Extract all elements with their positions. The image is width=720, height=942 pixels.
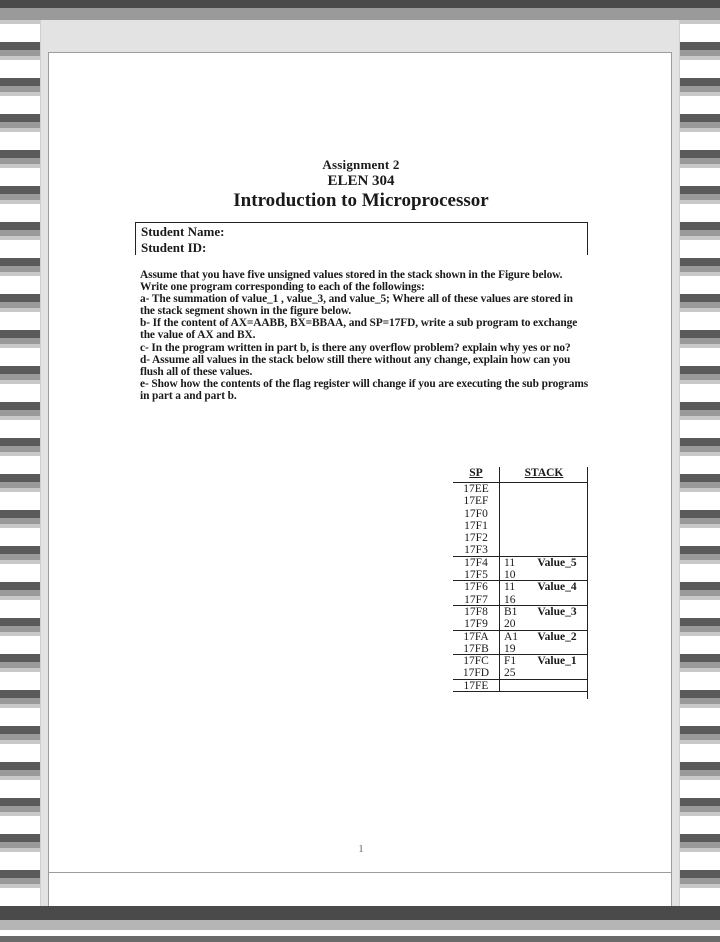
stack-cell	[499, 520, 588, 532]
stack-address: 17FD	[462, 667, 490, 680]
stack-address: 17F4	[464, 556, 488, 569]
stack-address: 17F3	[464, 544, 488, 557]
assignment-title: Assignment 2	[322, 157, 400, 172]
stack-cell	[499, 557, 588, 569]
stack-row	[453, 581, 588, 593]
stack-byte-value: 10	[504, 569, 516, 582]
stack-row	[453, 520, 588, 532]
stack-cell	[499, 667, 588, 678]
stack-value-label	[526, 569, 588, 580]
stack-value-label: Value_3	[537, 605, 577, 618]
stack-table	[453, 467, 588, 692]
stack-cell	[499, 532, 588, 544]
stack-row	[453, 495, 588, 507]
stack-address: 17F8	[464, 605, 488, 618]
stack-header: STACK	[499, 467, 588, 482]
stack-row	[453, 667, 588, 679]
course-title: Introduction to Microprocessor	[233, 190, 489, 211]
stack-byte-value: 20	[504, 618, 516, 631]
stack-value-label	[526, 680, 588, 691]
top-border-strip	[0, 0, 720, 14]
stack-address: 17FA	[463, 630, 489, 643]
stack-value-label	[526, 643, 588, 654]
intro-paragraph: Assume that you have five unsigned values stored in the stack shown in the Figure below. Write one program corresponding to each of the followings:	[140, 269, 563, 294]
stack-address: 17F2	[464, 532, 488, 545]
stack-value-label: Value_1	[537, 655, 577, 668]
stack-row	[453, 483, 588, 495]
stack-cell	[499, 495, 588, 507]
stack-cell	[499, 606, 588, 618]
stack-cell	[499, 680, 588, 691]
stack-address: 17F5	[464, 569, 488, 582]
stack-value-label: Value_2	[537, 630, 577, 643]
stack-row	[453, 655, 588, 667]
stack-byte-value	[500, 495, 526, 507]
question-a: a- The summation of value_1 , value_3, and value_5; Where all of these values are stored in the stack segment shown in the figure below.	[140, 293, 573, 318]
bottom-border-strip	[0, 906, 720, 942]
stack-address: 17F6	[464, 581, 488, 594]
page-number: 1	[358, 843, 364, 855]
stack-row	[453, 618, 588, 630]
stack-byte-value: 16	[504, 593, 516, 606]
stack-byte-value: 25	[504, 667, 516, 680]
stack-byte-value	[500, 544, 526, 555]
stack-row	[453, 557, 588, 569]
assignment-instructions	[140, 269, 590, 402]
stack-value-label: Value_4	[537, 581, 577, 594]
stack-byte-value: 11	[504, 581, 516, 594]
stack-row	[453, 532, 588, 544]
sp-header: SP	[469, 467, 483, 479]
stack-value-label	[526, 520, 588, 532]
stack-value-label	[526, 532, 588, 544]
document-viewer[interactable]	[40, 20, 680, 906]
stack-value-label	[526, 594, 588, 605]
stack-address: 17EE	[463, 483, 489, 495]
stack-value-label	[526, 483, 588, 495]
student-id-label: Student ID:	[141, 240, 207, 255]
stack-value-label	[526, 544, 588, 555]
stack-value-label	[526, 618, 588, 629]
stack-row	[453, 569, 588, 581]
course-code: ELEN 304	[327, 173, 395, 189]
stack-row	[453, 643, 588, 655]
stack-row	[453, 631, 588, 643]
stack-byte-value: A1	[504, 630, 519, 643]
stack-rows	[453, 483, 588, 692]
student-name-label: Student Name:	[141, 224, 225, 239]
stack-byte-value	[500, 508, 526, 520]
stack-byte-value: B1	[504, 605, 518, 618]
stack-byte-value: 19	[504, 642, 516, 655]
stack-cell	[499, 643, 588, 654]
stack-row	[453, 508, 588, 520]
stack-cell	[499, 594, 588, 605]
student-info-box	[135, 222, 588, 255]
stack-address: 17F7	[464, 593, 488, 606]
stack-cell	[499, 631, 588, 643]
stack-address: 17F1	[464, 519, 488, 532]
stack-cell	[499, 544, 588, 555]
question-d: d- Assume all values in the stack below still there without any change, explain how can you flush all of these values.	[140, 353, 571, 378]
stack-cell	[499, 581, 588, 593]
stack-address: 17FB	[463, 642, 489, 655]
stack-address: 17F9	[464, 618, 488, 631]
stack-byte-value: 11	[504, 556, 516, 569]
stack-row	[453, 680, 588, 692]
stack-byte-value	[500, 520, 526, 532]
stack-address: 17EF	[463, 495, 489, 508]
stack-address: 17FE	[463, 679, 489, 692]
stack-byte-value	[500, 532, 526, 544]
title-block	[49, 157, 673, 212]
stack-row	[453, 606, 588, 618]
stack-cell	[499, 655, 588, 667]
stack-right-border	[587, 467, 588, 699]
stack-cell	[499, 569, 588, 580]
stack-cell	[499, 483, 588, 495]
stack-byte-value: F1	[504, 655, 517, 668]
stack-row	[453, 594, 588, 606]
stack-byte-value	[500, 680, 526, 691]
stack-cell	[499, 508, 588, 520]
stack-byte-value	[500, 483, 526, 495]
document-page	[48, 52, 672, 878]
stack-value-label: Value_5	[537, 556, 577, 569]
question-b: b- If the content of AX=AABB, BX=BBAA, and SP=17FD, write a sub program to exchange the value of AX and BX.	[140, 317, 578, 342]
stack-value-label	[526, 495, 588, 507]
stack-row	[453, 544, 588, 556]
question-e: e- Show how the contents of the flag register will change if you are executing the sub programs in part a and part b.	[140, 377, 589, 402]
stack-address: 17F0	[464, 507, 488, 520]
stack-table-header	[453, 467, 588, 483]
stack-value-label	[526, 508, 588, 520]
question-c: c- In the program written in part b, is there any overflow problem? explain why yes or no?	[140, 341, 571, 354]
stack-address: 17FC	[463, 655, 489, 668]
stack-cell	[499, 618, 588, 629]
stack-value-label	[526, 667, 588, 678]
